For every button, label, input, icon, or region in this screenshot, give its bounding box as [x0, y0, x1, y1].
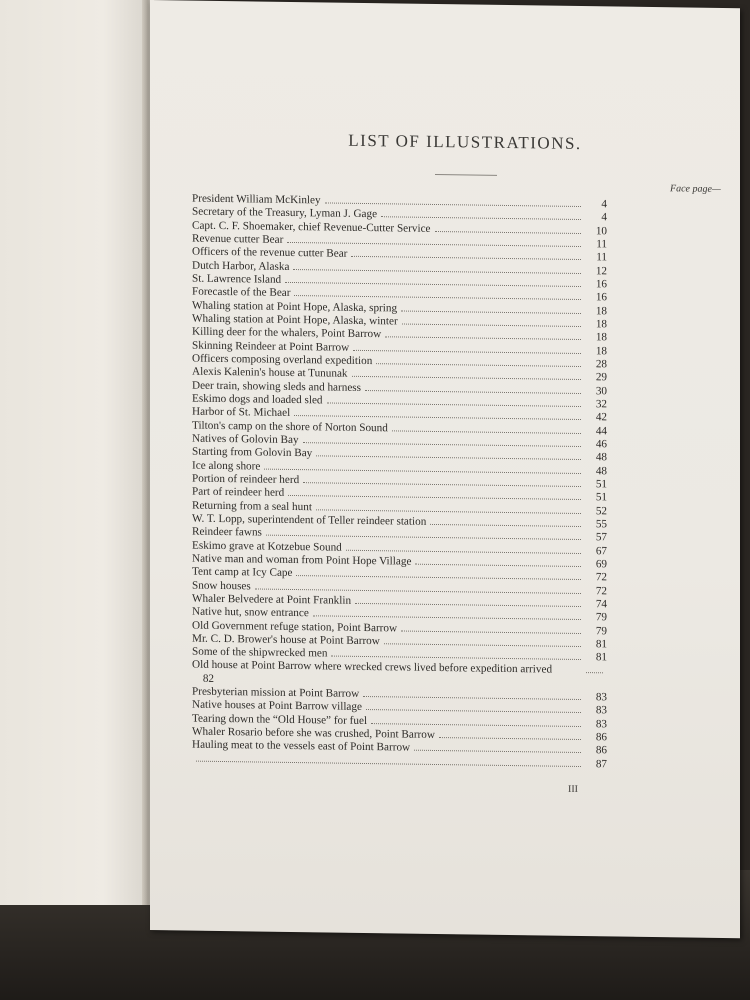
- entry-label: Officers of the revenue cutter Bear: [192, 245, 348, 261]
- entry-page-number: 16: [595, 291, 607, 304]
- entry-label: Revenue cutter Bear: [192, 232, 284, 246]
- entry-label: Whaler Rosario before she was crushed, Point Barrow: [192, 725, 435, 742]
- entry-label: Harbor of St. Michael: [192, 405, 291, 420]
- entry-label: Whaler Belvedere at Point Franklin: [192, 592, 352, 607]
- leader-dots: [384, 635, 581, 647]
- entry-page-number: 44: [595, 424, 607, 437]
- leader-dots: [415, 556, 581, 567]
- leader-dots: [352, 368, 581, 380]
- entry-page-number: 4: [601, 198, 607, 211]
- entry-page-number: 18: [595, 304, 607, 318]
- entry-page-number: 57: [595, 531, 607, 544]
- entry-label: Returning from a seal hunt: [192, 499, 312, 513]
- entry-label: Mr. C. D. Brower's house at Point Barrow: [192, 632, 380, 648]
- leader-dots: [325, 194, 581, 207]
- entry-label: St. Lawrence Island: [192, 272, 282, 286]
- entry-label: Starting from Golovin Bay: [192, 445, 313, 460]
- entry-label: Killing deer for the whalers, Point Barrow: [192, 325, 382, 341]
- entry-page-number: 83: [595, 691, 607, 704]
- page-title: LIST OF ILLUSTRATIONS.: [348, 130, 582, 154]
- leader-dots: [371, 715, 581, 727]
- illustration-list: [192, 193, 607, 772]
- entry-label: Native hut, snow entrance: [192, 605, 309, 620]
- entry-page-number: 11: [596, 238, 607, 251]
- leader-dots: [363, 688, 581, 700]
- leader-dots: [376, 355, 581, 367]
- entry-label: Snow houses: [192, 579, 251, 592]
- entry-page-number: 86: [595, 744, 607, 757]
- entry-label: Secretary of the Treasury, Lyman J. Gage: [192, 205, 378, 221]
- entry-label: Old Government refuge station, Point Barrow: [192, 619, 398, 634]
- page-number: III: [568, 783, 578, 795]
- leader-dots: [385, 329, 581, 341]
- entry-page-number: 16: [595, 278, 607, 291]
- entry-label: Eskimo dogs and loaded sled: [192, 392, 323, 407]
- entry-page-number: 28: [595, 358, 607, 371]
- leader-dots: [353, 341, 581, 353]
- entry-page-number: 32: [595, 398, 607, 411]
- entry-page-number: 83: [595, 704, 607, 717]
- right-page: [150, 0, 740, 938]
- entry-label: Deer train, showing sleds and harness: [192, 379, 362, 394]
- entry-page-number: 18: [595, 318, 607, 331]
- leader-dots: [586, 665, 603, 674]
- leader-dots: [401, 302, 581, 314]
- leader-dots: [439, 729, 581, 740]
- title-divider: [435, 174, 497, 176]
- entry-page-number: 51: [595, 491, 607, 504]
- entry-label: President William McKinley: [192, 192, 321, 207]
- entry-label: Native houses at Point Barrow village: [192, 698, 362, 714]
- entry-label: Reindeer fawns: [192, 525, 262, 539]
- entry-label: Tearing down the “Old House” for fuel: [192, 712, 368, 727]
- leader-dots: [355, 595, 581, 607]
- entry-page-number: 29: [595, 371, 607, 384]
- leader-dots: [346, 541, 581, 553]
- entry-page-number: 81: [595, 651, 607, 664]
- entry-page-number: 72: [595, 571, 607, 584]
- entry-page-number: 51: [595, 478, 607, 491]
- entry-page-number: 18: [595, 331, 607, 344]
- entry-page-number: 74: [595, 598, 607, 611]
- entry-page-number: 48: [595, 464, 607, 477]
- entry-page-number: 42: [595, 411, 607, 424]
- entry-page-number: 46: [595, 438, 607, 451]
- entry-page-number: 4: [601, 211, 607, 224]
- entry-page-number: 79: [595, 611, 607, 624]
- entry-page-number: 87: [595, 757, 607, 771]
- entry-page-number: 69: [595, 558, 607, 571]
- entry-page-number: 10: [595, 224, 607, 238]
- entry-label: Officers composing overland expedition: [192, 352, 373, 368]
- entry-label: Hauling meat to the vessels east of Point Barrow: [192, 738, 411, 755]
- entry-label: Tent camp at Icy Cape: [192, 565, 293, 580]
- entry-label: Natives of Golovin Bay: [192, 432, 299, 446]
- leader-dots: [392, 422, 581, 434]
- entry-page-number: 81: [595, 638, 607, 651]
- entry-page-number: 12: [595, 264, 607, 278]
- entry-page-number: 30: [595, 384, 607, 397]
- entry-page-number: 48: [595, 451, 607, 464]
- entry-page-number: 83: [595, 717, 607, 731]
- entry-page-number: 86: [595, 731, 607, 744]
- entry-page-number: 52: [595, 504, 607, 517]
- entry-label: Ice along shore: [192, 459, 261, 473]
- leader-dots: [401, 622, 581, 634]
- entry-label: Part of reindeer herd: [192, 485, 285, 500]
- entry-label: Alexis Kalenin's house at Tununak: [192, 365, 348, 381]
- column-header: Face page—: [670, 183, 721, 195]
- entry-label: Skinning Reindeer at Point Barrow: [192, 339, 350, 354]
- entry-label: Tilton's camp on the shore of Norton Sound: [192, 419, 388, 434]
- leader-dots: [430, 516, 581, 527]
- entry-label: W. T. Lopp, superintendent of Teller reindeer station: [192, 512, 427, 528]
- entry-page-number: 72: [595, 584, 607, 597]
- leader-dots: [351, 248, 581, 260]
- entry-label: Whaling station at Point Hope, Alaska, spring: [192, 299, 398, 315]
- entry-label: Some of the shipwrecked men: [192, 645, 328, 660]
- leader-dots: [365, 382, 581, 394]
- leader-dots: [402, 315, 581, 327]
- entry-label: Presbyterian mission at Point Barrow: [192, 685, 360, 700]
- entry-page-number: 18: [595, 344, 607, 357]
- entry-label: Eskimo grave at Kotzebue Sound: [192, 539, 342, 554]
- entry-page-number: 82: [202, 673, 214, 686]
- left-page: [0, 0, 149, 905]
- entry-label: Capt. C. F. Shoemaker, chief Revenue-Cutter Service: [192, 219, 431, 235]
- entry-page-number: 55: [595, 518, 607, 531]
- entry-page-number: 67: [595, 544, 607, 557]
- leader-dots: [414, 742, 581, 753]
- entry-label: Old house at Point Barrow where wrecked crews lived before expedition arrived: [192, 659, 553, 677]
- leader-dots: [381, 209, 581, 221]
- entry-label: Native man and woman from Point Hope Village: [192, 552, 412, 568]
- entry-label: Dutch Harbor, Alaska: [192, 259, 290, 273]
- entry-page-number: 11: [596, 251, 607, 264]
- entry-label: Forecastle of the Bear: [192, 285, 291, 300]
- entry-label: Whaling station at Point Hope, Alaska, winter: [192, 312, 398, 328]
- entry-label: Portion of reindeer herd: [192, 472, 300, 486]
- leader-dots: [435, 223, 582, 234]
- leader-dots: [366, 701, 581, 713]
- entry-page-number: 79: [595, 624, 607, 637]
